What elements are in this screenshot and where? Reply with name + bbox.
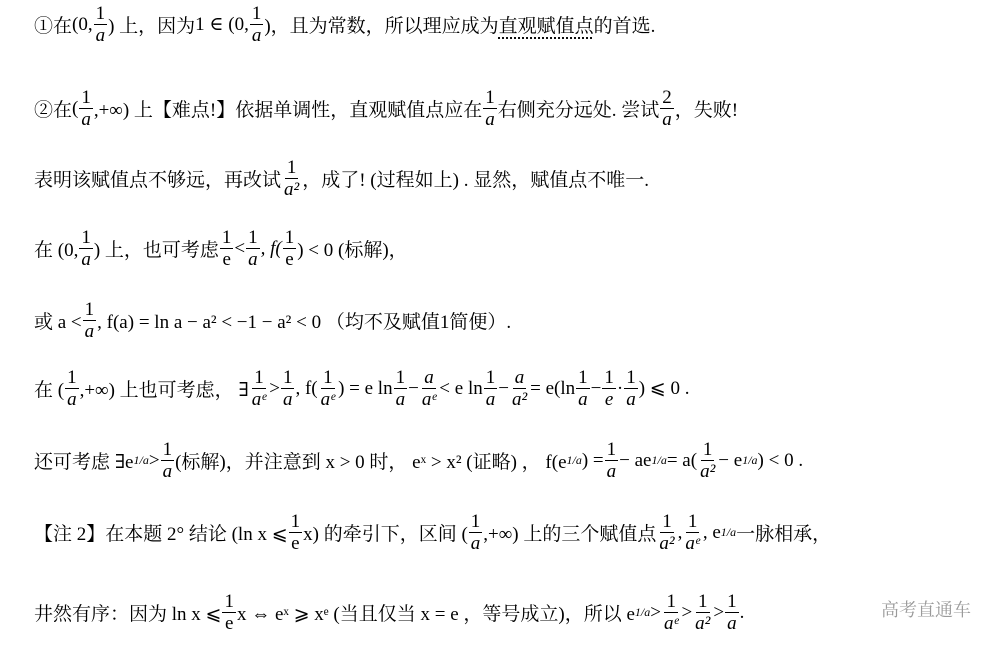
fraction: $\frac{1}{a}$	[485, 367, 496, 410]
text: x ⇔ eˣ ⩾ xᵉ (当且仅当 x = e ，等号成立)，所以 e	[236, 604, 635, 625]
superscript: 1/a	[634, 605, 651, 619]
text: − e	[718, 449, 743, 471]
line-4	[34, 228, 408, 269]
text: 还可考虑 ∃e	[34, 452, 134, 473]
fraction: $\frac{1}{a}$	[251, 3, 262, 46]
text: 井然有序：因为 ln x ⩽	[34, 604, 222, 625]
text: ,+∞) 上的三个赋值点	[483, 524, 657, 545]
text: 在 (	[34, 380, 65, 401]
text: ,+∞) 上也可考虑， ∃	[79, 380, 249, 401]
fraction: $\frac{1}{\text{aᵉ}}$	[320, 367, 336, 410]
text: ②在	[34, 100, 73, 121]
fraction: $\frac{1}{e}$	[224, 591, 234, 634]
text: − ae	[619, 449, 652, 471]
text: ) = e ln	[338, 377, 393, 399]
superscript: 1/a	[742, 453, 758, 467]
fraction: $\frac{a}{\text{aᵉ}}$	[421, 367, 437, 410]
text: = a(	[666, 449, 698, 471]
fraction: $\frac{1}{a}$	[95, 3, 106, 46]
text: 的首选.	[593, 16, 656, 37]
text: ) < 0 .	[757, 449, 804, 471]
text: ,	[677, 521, 683, 543]
fraction: $\frac{1}{\text{aᵉ}}$	[685, 511, 700, 554]
text: ) 上，也可考虑	[93, 240, 219, 261]
fraction: $\frac{1}{a}$	[395, 367, 406, 410]
fraction: $\frac{1}{a}$	[67, 367, 77, 410]
text: ) 上，因为	[108, 16, 196, 37]
text: .	[739, 601, 745, 623]
text: )，且为常数，所以理应成为	[264, 16, 499, 37]
fraction: $\frac{1}{\text{a²}}$	[695, 591, 711, 634]
line-8	[34, 512, 831, 553]
fraction: $\frac{1}{a}$	[282, 367, 293, 410]
text: x) 的牵引下，区间 (	[303, 524, 468, 545]
text: ·	[616, 377, 624, 399]
text: (标解)，并注意到 x > 0 时， eˣ > x² (证略) ， f(e	[175, 452, 567, 473]
text: >	[681, 601, 693, 623]
line-3	[34, 158, 649, 199]
fraction: $\frac{1}{\text{a²}}$	[659, 511, 675, 554]
superscript: 1/a	[566, 453, 582, 467]
text: −	[408, 377, 419, 399]
fraction: $\frac{1}{\text{a²}}$	[700, 439, 716, 482]
text: >	[269, 377, 280, 399]
fraction: $\frac{1}{a}$	[578, 367, 588, 410]
text: 1 ∈ (0,	[195, 14, 249, 35]
fraction: $\frac{1}{a}$	[81, 87, 91, 130]
line-5	[34, 300, 511, 341]
fraction: $\frac{1}{a}$	[606, 439, 617, 482]
text: , f(a) = ln a − a² < −1 − a² < 0 （均不及赋值1简便）.	[97, 312, 512, 333]
text: 在 (0,	[34, 240, 79, 261]
text: 表明该赋值点不够远，再改试	[34, 170, 282, 191]
fraction: $\frac{1}{\text{aᵉ}}$	[663, 591, 679, 634]
fraction: $\frac{1}{a}$	[162, 439, 173, 482]
text: >	[650, 601, 661, 623]
text: < e ln	[439, 377, 483, 399]
fraction: $\frac{1}{a}$	[84, 299, 95, 342]
line-9	[34, 592, 744, 633]
fraction: $\frac{1}{a}$	[485, 87, 495, 130]
fraction: $\frac{1}{\text{aᵉ}}$	[251, 367, 267, 410]
text: <	[234, 237, 246, 259]
line-1	[34, 4, 655, 45]
fraction: $\frac{2}{a}$	[662, 87, 672, 130]
fraction: $\frac{1}{e}$	[221, 227, 232, 270]
text: , f(	[260, 237, 282, 259]
text: ) < 0 (标解)，	[297, 240, 408, 261]
text: ，失败!	[674, 100, 739, 121]
line-2	[34, 88, 738, 129]
text: −	[498, 377, 509, 399]
line-6	[34, 368, 689, 409]
fraction: $\frac{1}{a}$	[626, 367, 636, 410]
fraction: $\frac{1}{a}$	[248, 227, 258, 270]
text: >	[148, 449, 160, 471]
text: (0,	[72, 13, 93, 35]
fraction: $\frac{a}{\text{a²}}$	[511, 367, 528, 410]
fraction: $\frac{1}{e}$	[284, 227, 295, 270]
text: = e(ln	[530, 377, 576, 399]
text: (	[72, 97, 79, 119]
emphasis-text: 直观赋值点	[498, 16, 594, 37]
fraction: $\frac{1}{e}$	[604, 367, 614, 410]
text: , f(	[295, 377, 318, 399]
text: ，成了! (过程如上) . 显然，赋值点不唯一.	[302, 170, 649, 191]
fraction: $\frac{1}{a}$	[81, 227, 91, 270]
text: 一脉相承，	[736, 524, 832, 545]
text: ) =	[581, 449, 604, 471]
fraction: $\frac{1}{\text{a²}}$	[284, 157, 300, 200]
superscript: 1/a	[720, 525, 737, 539]
text: ,+∞) 上【难点!】依据单调性，直观赋值点应在	[93, 100, 483, 121]
superscript: 1/a	[651, 453, 667, 467]
line-7	[34, 440, 803, 481]
fraction: $\frac{1}{a}$	[727, 591, 737, 634]
text: ) ⩽ 0 .	[638, 378, 690, 399]
superscript: 1/a	[133, 453, 149, 467]
fraction: $\frac{1}{e}$	[290, 511, 301, 554]
text: , e	[702, 521, 721, 543]
fraction: $\frac{1}{a}$	[470, 511, 481, 554]
watermark-text: 高考直通车	[881, 600, 971, 621]
text: 或 a <	[34, 312, 82, 333]
text: −	[590, 377, 602, 399]
text: 右侧充分远处. 尝试	[497, 100, 660, 121]
text: ①在	[34, 16, 73, 37]
text: >	[713, 601, 725, 623]
text: 【注 2】在本题 2° 结论 (ln x ⩽	[34, 524, 288, 545]
